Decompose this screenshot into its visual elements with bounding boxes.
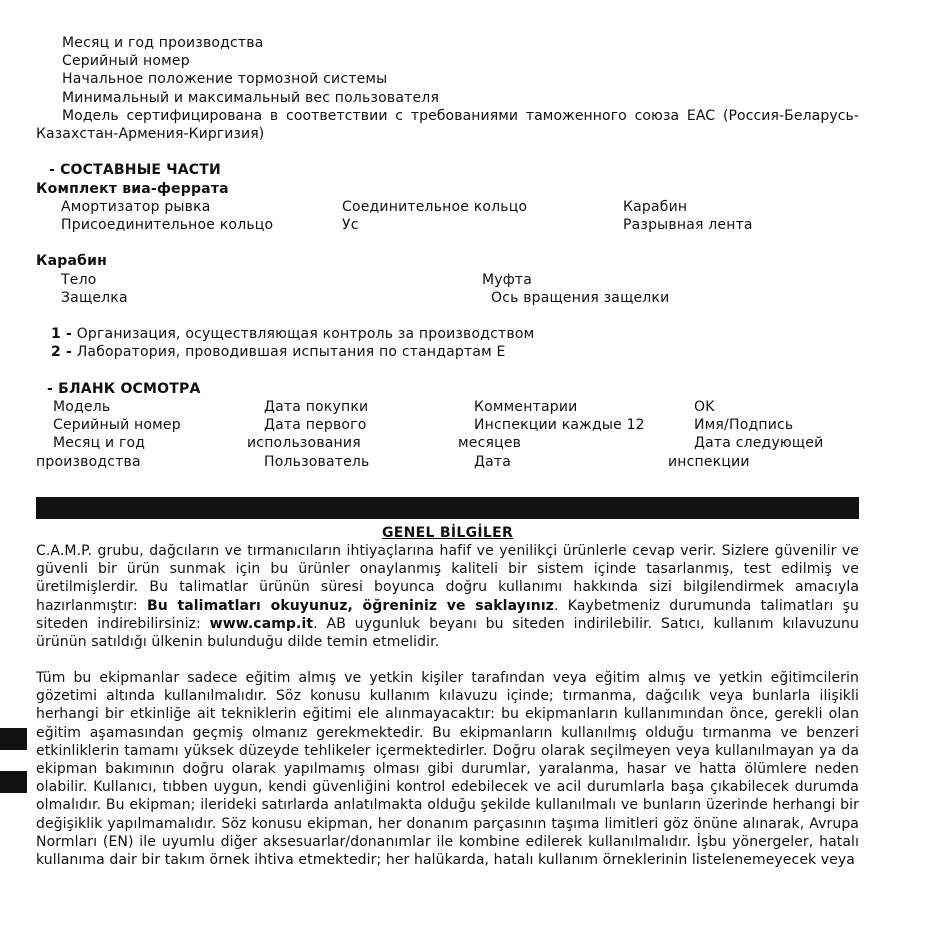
list-item: Начальное положение тормозной системы	[62, 71, 388, 87]
section-heading-parts: - СОСТАВНЫЕ ЧАСТИ	[49, 162, 221, 178]
note-number: 1 -	[51, 326, 73, 342]
kit-item: Карабин	[623, 199, 688, 215]
kit-item: Разрывная лента	[623, 217, 753, 233]
carabiner-item: Тело	[61, 272, 97, 288]
carabiner-item: Муфта	[482, 272, 533, 288]
section-heading-inspection: - БЛАНК ОСМОТРА	[47, 381, 201, 397]
list-item: Серийный номер	[62, 53, 190, 69]
inspection-field: Дата покупки	[264, 399, 369, 415]
carabiner-title: Карабин	[36, 253, 108, 269]
website-link[interactable]: www.camp.it	[209, 615, 314, 632]
general-paragraph-2: Tüm bu ekipmanlar sadece eğitim almış ve yetkin kişiler tarafından veya eğitim almış ve yetkin eğitimcilerin gözetimi altında kullanılmalıdır. Söz konusu kullanım kılavuzu içinde; tırmanma, dağcılık veya bunlarla ilişikli herhangi bir etkinliğe ait tekniklerin eğitimi ele alınmayacaktır: bu ekipmanların kullanımından önce, gerekli olan eğitim aşamasından geçmiş olmanız gerekmektedir. Bu ekipmanların kullanılmış olduğu tırmanma ve benzeri etkinliklerin tamamı yüksek düzeyde tehlikeler içermektedirler. Doğru olarak seçilmeyen veya kullanılmayan ya da ekipman bakımının doğru olarak yapılmamış olması gibi durumlar, yaralanma, hasar ve hatta ölümlere neden olabilir. Kullanıcı, tıbben uygun, kendi güvenliğini kontrol edebilecek ve acil durumlarla başa çıkabilecek durumda olmalıdır. Bu ekipman; ilerideki satırlarda anlatılmakta olduğu şekilde kullanılmalı ve bunların üzerinde herhangi bir değişiklik yapılmamalıdır. Söz konusu ekipman, her donanım parçasının taşıma limitleri göz önüne alınarak, Avrupa Normları (EN) ile uyumlu diğer aksesuarlar/donanımlar ile kombine edilerek kullanılmalıdır. İşbu yönergeler, hatalı kullanıma dair bir takım örnek ihtiva etmektedir; her halükarda, hatalı kullanım örneklerinin listelenemeyecek veya	[36, 670, 859, 869]
kit-item: Ус	[342, 217, 359, 233]
carabiner-item: Ось вращения защелки	[491, 290, 670, 306]
certification-text: Модель сертифицирована в соответствии с требованиями таможенного союза EAC (Россия-Беларусь-Казахстан-Армения-Киргизия)	[36, 108, 859, 143]
inspection-field: инспекции	[668, 454, 750, 470]
list-item: Месяц и год производства	[62, 35, 264, 51]
kit-item: Присоединительное кольцо	[61, 217, 274, 233]
carabiner-item: Защелка	[61, 290, 128, 306]
general-paragraph-1	[36, 542, 859, 651]
inspection-field: OK	[694, 399, 715, 415]
kit-title: Комплект виа-феррата	[36, 181, 229, 197]
inspection-field: Имя/Подпись	[694, 417, 794, 433]
page-edge-tab	[0, 771, 27, 793]
note-text: Организация, осуществляющая контроль за производством	[76, 326, 535, 342]
section-divider-bar	[36, 497, 859, 519]
note-number: 2 -	[51, 344, 73, 360]
paragraph-text: . AB uygunluk beyanı bu siteden indirilebilir. Satıcı, kullanım kılavuzunu ürünün satıldığı ülkenin bulunduğu dilde temin etmelidir.	[36, 615, 859, 651]
inspection-field: месяцев	[458, 435, 522, 451]
paragraph-bold-text: Bu talimatları okuyunuz, öğreniniz ve saklayınız	[146, 597, 555, 614]
inspection-field: использования	[247, 435, 361, 451]
inspection-field: Пользователь	[264, 454, 370, 470]
list-item: Минимальный и максимальный вес пользователя	[62, 90, 440, 106]
inspection-field: Инспекции каждые 12	[474, 417, 645, 433]
inspection-field: Модель	[53, 399, 111, 415]
inspection-field: Серийный номер	[53, 417, 181, 433]
note-2	[51, 343, 506, 361]
kit-item: Соединительное кольцо	[342, 199, 528, 215]
inspection-field: Дата первого	[264, 417, 367, 433]
note-text: Лаборатория, проводившая испытания по стандартам E	[76, 344, 506, 360]
inspection-field: Месяц и год	[53, 435, 146, 451]
inspection-field: Комментарии	[474, 399, 578, 415]
note-1	[51, 325, 534, 343]
paragraph-text: C.A.M.P. grubu, dağcıların ve tırmanıcıların ihtiyaçlarına hafif ve yenilikçi ürünlerle cevap verir. Sizlere güvenilir ve güvenli bir ürün sunmak için bu ürünler onaylanmış kaliteli bir sistem içinde tasarlanmış, test edilmiş ve üretilmişlerdir. Bu talimatlar ürünün süresi boyunca doğru kullanımı hakkında sizi bilgilendirmek amacıyla hazırlanmıştır:	[36, 543, 859, 614]
paragraph-text: . Kaybetmeniz durumunda talimatları şu siteden indirebilirsiniz:	[36, 597, 860, 632]
inspection-field: Дата	[474, 454, 512, 470]
inspection-field: производства	[36, 454, 141, 470]
inspection-field: Дата следующей	[694, 435, 824, 451]
page-edge-tab	[0, 728, 27, 750]
kit-item: Амортизатор рывка	[61, 199, 211, 215]
section-heading-general: GENEL BİLGİLER	[381, 525, 514, 541]
